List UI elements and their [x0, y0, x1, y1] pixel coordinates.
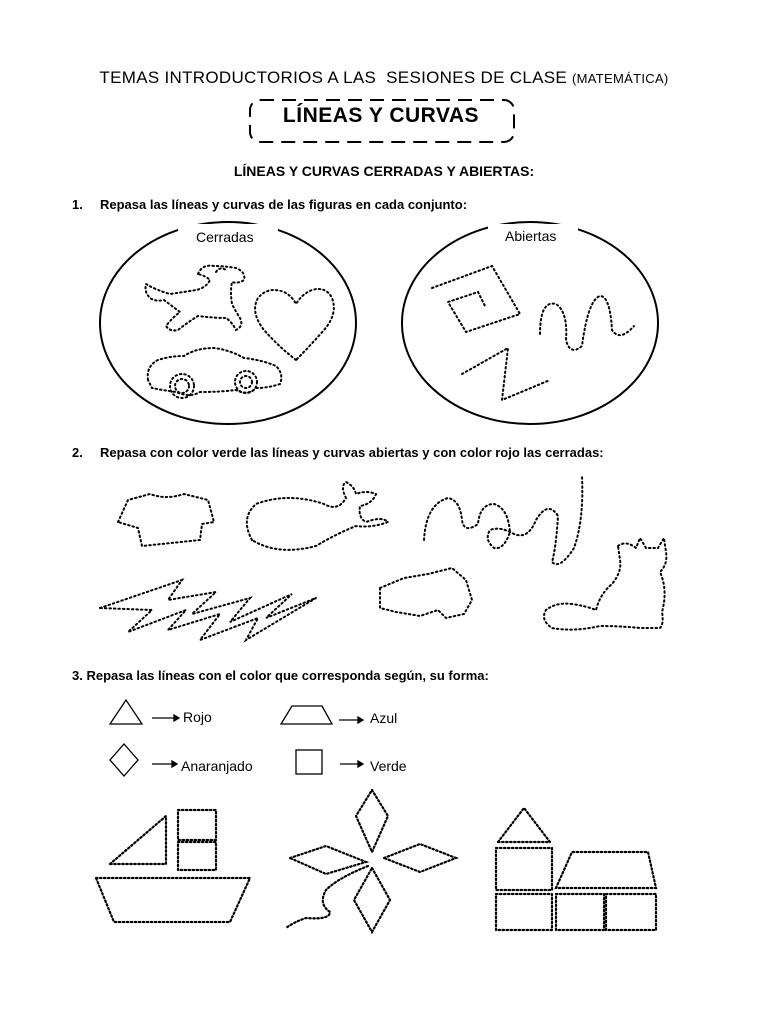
open-set-ellipse: [402, 222, 658, 424]
rhombus-icon: [110, 744, 138, 776]
heart-figure: [255, 289, 334, 360]
boat-hull-trapezoid: [96, 878, 250, 922]
question-text: Repasa las líneas y curvas de las figuras en cada conjunto:: [100, 197, 468, 212]
house-roof-triangle: [498, 808, 550, 842]
section-title: LÍNEAS Y CURVAS CERRADAS Y ABIERTAS:: [233, 163, 535, 179]
trapezoid-icon: [281, 706, 332, 724]
question-number: 1.: [72, 197, 83, 212]
boat-lower-square: [178, 842, 216, 870]
cat-figure: [544, 538, 666, 630]
question-text: Repasa las líneas con el color que corresponda según, su forma:: [86, 668, 489, 683]
main-title: LÍNEAS Y CURVAS: [282, 104, 480, 127]
open-spiral-lines: [432, 266, 520, 332]
question-3: [72, 668, 489, 683]
dog-ear: [216, 268, 226, 272]
legend-label-blue: Azul: [370, 710, 398, 726]
flower-rhombus-top: [356, 790, 388, 852]
question-text: Repasa con color verde las líneas y curvas abiertas y con color rojo las cerradas:: [100, 445, 604, 460]
bag-figure: [380, 568, 472, 618]
legend-label-orange: Anaranjado: [181, 758, 253, 774]
square-icon: [296, 750, 322, 774]
question-number: 2.: [72, 445, 83, 460]
car-wheel-inner: [175, 379, 189, 393]
house-roof-trapezoid: [556, 852, 656, 888]
closed-set-label: Cerradas: [196, 229, 254, 245]
car-wheel: [235, 371, 257, 393]
boat-top-square: [178, 810, 216, 840]
question-2: [72, 445, 604, 460]
dog-figure: [146, 266, 245, 331]
legend-label-red: Rojo: [183, 709, 212, 725]
car-figure: [148, 348, 282, 395]
shirt-figure: [118, 494, 214, 546]
flower-rhombus-bottom: [354, 868, 390, 932]
open-zigzag: [462, 348, 550, 400]
whale-figure: [247, 482, 388, 550]
open-snake-curve: [424, 476, 582, 564]
house-lower-right-square: [606, 894, 656, 930]
lightning-figure: [100, 580, 316, 640]
flower-rhombus-right: [384, 844, 456, 872]
open-set-label: Abiertas: [505, 228, 557, 244]
closed-set-ellipse: [100, 222, 356, 424]
question-number: 3.: [72, 668, 83, 683]
house-square: [496, 848, 552, 890]
boat-sail-triangle: [110, 816, 166, 864]
flower-rhombus-left: [290, 846, 366, 874]
car-wheel-inner: [240, 376, 252, 388]
header-subject: (MATEMÁTICA): [572, 71, 669, 86]
question-1: [72, 197, 467, 212]
open-wave-curve: [540, 296, 634, 350]
legend-label-green: Verde: [370, 758, 407, 774]
house-lower-mid-square: [556, 894, 604, 930]
header-title: TEMAS INTRODUCTORIOS A LAS SESIONES DE CLASE: [99, 68, 567, 87]
house-lower-left-square: [496, 894, 552, 930]
triangle-icon: [110, 700, 142, 724]
